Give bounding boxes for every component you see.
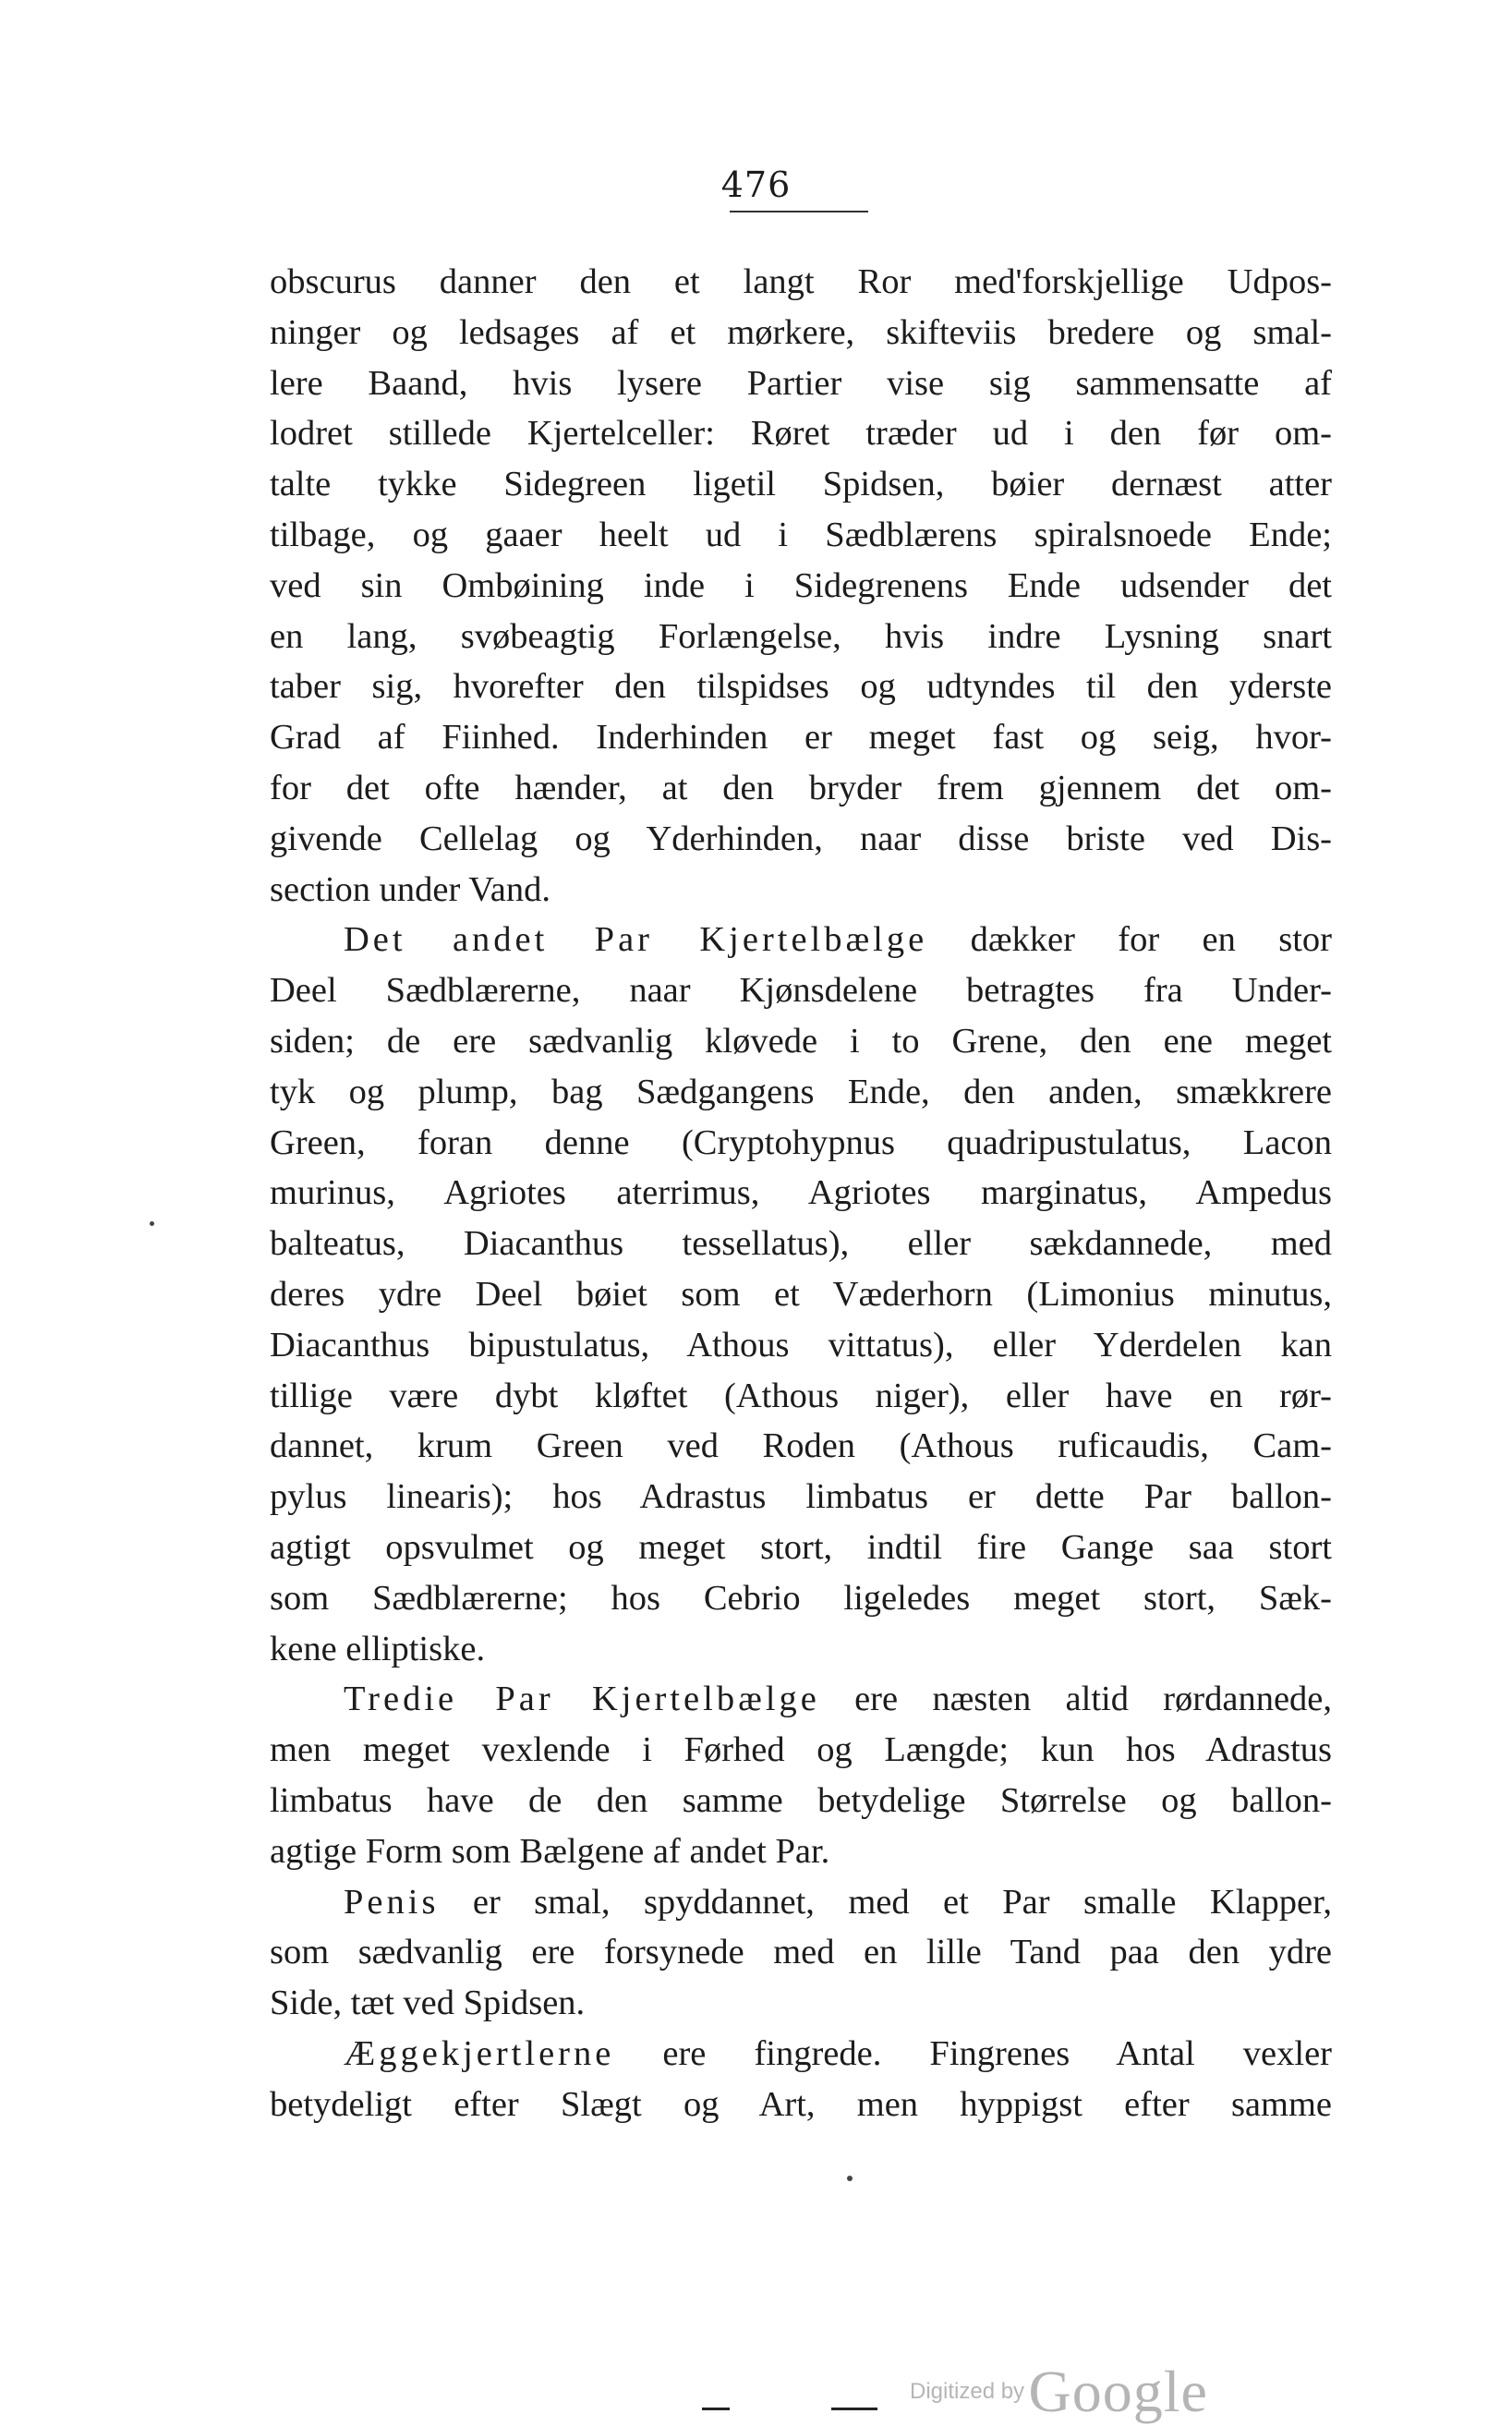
text-line (270, 1269, 1332, 1320)
line-text: en lang, svøbeagtig Forlængelse, hvis indre Lysning snart (270, 616, 1332, 656)
body-text (270, 257, 1332, 2129)
text-line (270, 358, 1332, 409)
line-text: betydeligt efter Slægt og Art, men hyppigst efter samme (270, 2084, 1332, 2124)
text-line (270, 1776, 1332, 1826)
line-text: tillige være dybt kløftet (Athous niger), eller have en rør- (270, 1376, 1332, 1415)
text-line (270, 459, 1332, 510)
line-text: siden; de ere sædvanlig kløvede i to Grene, den ene meget (270, 1021, 1332, 1061)
text-line (270, 1624, 1332, 1675)
text-line (270, 1927, 1332, 1978)
text-line (270, 1219, 1332, 1269)
line-text: section under Vand. (270, 869, 551, 909)
text-line (270, 1016, 1332, 1067)
line-text: kene elliptiske. (270, 1629, 486, 1668)
line-text: Grad af Fiinhed. Inderhinden er meget fast og seig, hvor- (270, 718, 1332, 758)
text-line (270, 1168, 1332, 1219)
line-text: limbatus have de den samme betydelige Størrelse og ballon- (270, 1780, 1332, 1820)
text-line (270, 561, 1332, 612)
line-text: er smal, spyddannet, med et Par smalle Klapper, (439, 1882, 1332, 1922)
line-text: lodret stillede Kjertelceller: Røret træder ud i den før om- (270, 414, 1332, 454)
line-text: ninger og ledsages af et mørkere, skifteviis bredere og smal- (270, 312, 1332, 352)
digitized-by-google-watermark (910, 2358, 1208, 2426)
line-text: dannet, krum Green ved Roden (Athous ruficaudis, Cam- (270, 1426, 1332, 1466)
text-line (270, 1522, 1332, 1573)
line-text: dækker for en stor (927, 920, 1332, 960)
margin-speck (150, 1221, 154, 1226)
line-text: ere fingrede. Fingrenes Antal vexler (614, 2033, 1332, 2073)
spaced-heading: Tredie Par Kjertelbælge (344, 1680, 820, 1719)
text-line (270, 510, 1332, 561)
text-line (270, 763, 1332, 814)
line-text: tyk og plump, bag Sædgangens Ende, den anden, smækkrere (270, 1072, 1332, 1111)
line-text: tilbage, og gaaer heelt ud i Sædblærens spiralsnoede Ende; (270, 515, 1332, 554)
line-text: balteatus, Diacanthus tessellatus), eller sækdannede, med (270, 1224, 1332, 1264)
text-line (270, 2080, 1332, 2130)
line-text: agtigt opsvulmet og meget stort, indtil fire Gange saa stort (270, 1527, 1332, 1567)
line-text: Green, foran denne (Cryptohypnus quadripustulatus, Lacon (270, 1122, 1332, 1162)
text-line (270, 661, 1332, 712)
text-line (270, 1472, 1332, 1522)
text-line (270, 865, 1332, 916)
text-line (270, 1877, 1332, 1928)
line-text: som Sædblærerne; hos Cebrio ligeledes meget stort, Sæk- (270, 1578, 1332, 1618)
text-line (270, 1725, 1332, 1776)
spaced-heading: Det andet Par Kjertelbælge (344, 920, 928, 960)
line-text: som sædvanlig ere forsynede med en lille Tand paa den ydre (270, 1933, 1332, 1972)
line-text: pylus linearis); hos Adrastus limbatus er dette Par ballon- (270, 1477, 1332, 1517)
footer-mark (702, 2408, 730, 2410)
line-text: agtige Form som Bælgene af andet Par. (270, 1831, 830, 1871)
text-line (270, 2029, 1332, 2080)
line-text: Side, tæt ved Spidsen. (270, 1983, 586, 2023)
text-line (270, 257, 1332, 308)
line-text: Deel Sædblærerne, naar Kjønsdelene betragtes fra Under- (270, 971, 1332, 1011)
line-text: deres ydre Deel bøiet som et Væderhorn (Limonius minutus, (270, 1274, 1332, 1314)
text-line (270, 814, 1332, 865)
text-line (270, 308, 1332, 358)
page-speck (847, 2176, 853, 2181)
text-line (270, 965, 1332, 1016)
text-line (270, 1573, 1332, 1624)
spaced-heading: Penis (344, 1882, 440, 1922)
line-text: men meget vexlende i Førhed og Længde; kun hos Adrastus (270, 1730, 1332, 1770)
text-line (270, 1067, 1332, 1118)
line-text: givende Cellelag og Yderhinden, naar disse briste ved Dis- (270, 819, 1332, 858)
spaced-heading: Æggekjertlerne (344, 2033, 615, 2073)
text-line (270, 712, 1332, 763)
line-text: Diacanthus bipustulatus, Athous vittatus), eller Yderdelen kan (270, 1325, 1332, 1365)
line-text: for det ofte hænder, at den bryder frem gjennem det om- (270, 768, 1332, 807)
line-text: ved sin Ombøining inde i Sidegrenens Ende udsender det (270, 565, 1332, 605)
text-line (270, 1320, 1332, 1371)
page-number-underline (730, 211, 868, 212)
watermark-prefix: Digitized by (910, 2379, 1025, 2404)
text-line (270, 1826, 1332, 1877)
text-line (270, 1118, 1332, 1169)
text-line (270, 1421, 1332, 1472)
text-line (270, 1674, 1332, 1725)
line-text: talte tykke Sidegreen ligetil Spidsen, bøier dernæst atter (270, 465, 1332, 504)
line-text: murinus, Agriotes aterrimus, Agriotes marginatus, Ampedus (270, 1173, 1332, 1213)
text-line (270, 1371, 1332, 1422)
line-text: obscurus danner den et langt Ror med'forskjellige Udpos- (270, 262, 1332, 301)
google-logo: Google (1028, 2359, 1208, 2424)
line-text: lere Baand, hvis lysere Partier vise sig sammensatte af (270, 363, 1332, 403)
text-line (270, 915, 1332, 965)
footer-mark (831, 2408, 877, 2410)
line-text: taber sig, hvorefter den tilspidses og udtyndes til den yderste (270, 667, 1332, 707)
text-line (270, 612, 1332, 662)
page-number: 476 (720, 164, 792, 205)
text-line (270, 408, 1332, 459)
text-line (270, 1978, 1332, 2029)
line-text: ere næsten altid rørdannede, (819, 1680, 1332, 1719)
